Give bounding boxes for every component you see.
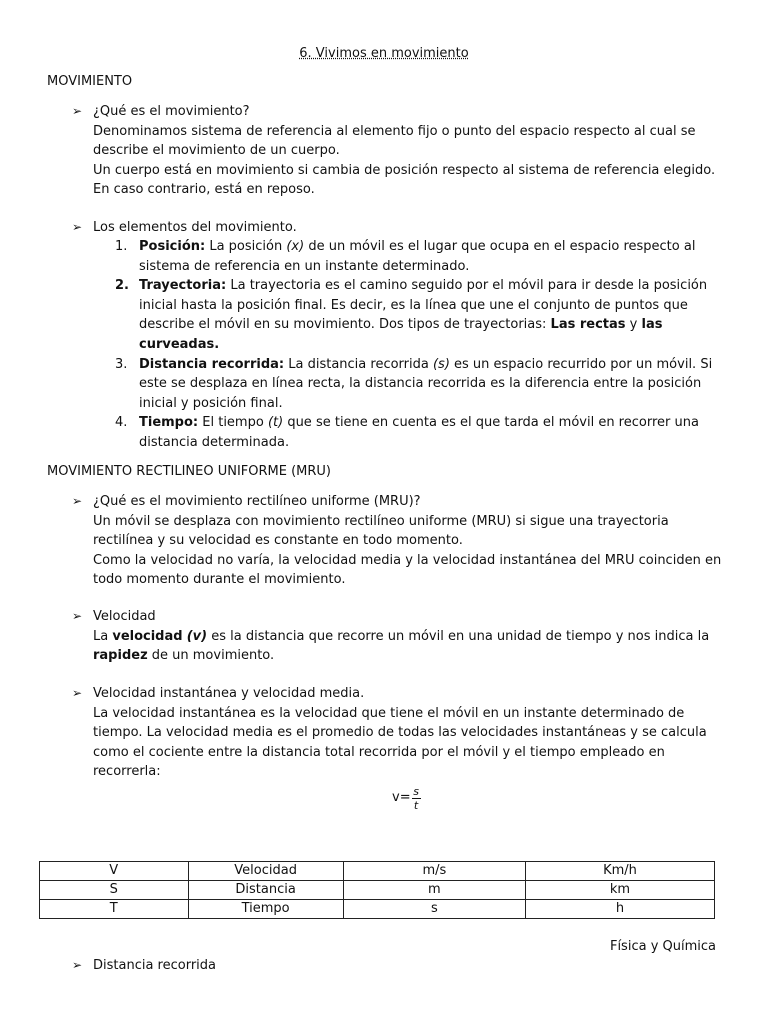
paragraph-line (72, 646, 722, 666)
page-title: 6. Vivimos en movimiento (299, 46, 469, 61)
text-line: este se desplaza en línea recta, la distancia recorrida es la diferencia entre la posición (139, 376, 702, 392)
bold-text: curveadas. (139, 336, 220, 352)
paragraph-line: Denominamos sistema de referencia al elemento fijo o punto del espacio respecto al cual se (93, 123, 696, 139)
text: es un espacio recurrido por un móvil. Si (449, 356, 713, 372)
units-table (39, 861, 715, 919)
text: La posición (205, 239, 287, 254)
section-heading-mru: MOVIMIENTO RECTILINEO UNIFORME (MRU) (47, 464, 332, 479)
text-line: inicial y posición final. (139, 395, 283, 411)
text: de un móvil es el lugar que ocupa en el espacio respecto al (304, 239, 696, 254)
table-cell: Distancia (188, 881, 343, 900)
term: Distancia recorrida: (139, 356, 285, 372)
text: La trayectoria es el camino seguido por el móvil para ir desde la posición (226, 278, 708, 294)
bullet-que-es-mru (72, 492, 722, 590)
term: Posición: (139, 239, 206, 254)
section-heading-movimiento: MOVIMIENTO (47, 74, 133, 89)
bold-text: las (641, 317, 663, 333)
symbol: (t) (267, 415, 284, 431)
list-item-trayectoria (115, 276, 715, 354)
bullet-heading: Distancia recorrida (93, 958, 217, 973)
table-cell: S (40, 881, 189, 900)
text: La (93, 628, 113, 644)
table-cell: m (343, 881, 525, 900)
paragraph-line: rectilínea y su velocidad es constante en todo momento. (93, 533, 463, 549)
symbol: (x) (286, 239, 305, 254)
text: es la distancia que recorre un móvil en una unidad de tiempo y nos indica la (207, 628, 710, 644)
text: El tiempo (198, 415, 268, 431)
table-cell: V (40, 862, 189, 881)
formula-denominator: t (413, 798, 419, 812)
table-row (40, 881, 715, 900)
table-cell: km (526, 881, 715, 900)
table-cell: Km/h (526, 862, 715, 881)
list-number: 1. (115, 239, 128, 254)
list-number: 3. (115, 356, 128, 372)
arrow-bullet-icon: ➢ (72, 958, 83, 972)
symbol: (v) (186, 628, 208, 644)
list-number: 4. (115, 415, 128, 431)
table-cell: m/s (343, 862, 525, 881)
bullet-heading: Velocidad instantánea y velocidad media. (93, 686, 365, 701)
text: y (625, 317, 642, 333)
table-cell: Tiempo (188, 900, 343, 919)
table-row (40, 862, 715, 881)
arrow-bullet-icon: ➢ (72, 220, 83, 234)
list-item-distancia (115, 355, 715, 414)
text: que se tiene en cuenta es el que tarda el móvil en recorrer una (283, 415, 699, 431)
symbol: (s) (432, 356, 450, 372)
bullet-question: Los elementos del movimiento. (93, 220, 297, 235)
text: de un movimiento. (147, 648, 275, 664)
paragraph-line (72, 627, 722, 647)
bullet-heading: Velocidad (93, 609, 156, 624)
paragraph-line: tiempo. La velocidad media es el promedio de todas las velocidades instantáneas y se calcula (93, 725, 707, 741)
paragraph-line: todo momento durante el movimiento. (93, 572, 346, 588)
text-line (139, 335, 715, 355)
bullet-question: ¿Qué es el movimiento? (93, 104, 250, 119)
paragraph-line: como el cociente entre la distancia total recorrida por el móvil y el tiempo empleado en (93, 744, 665, 760)
text-line: inicial hasta la posición final. Es decir, es la línea que une el conjunto de puntos que (139, 297, 688, 313)
formula-fraction (412, 785, 421, 812)
bullet-velocidad (72, 607, 722, 666)
text-line (139, 315, 715, 335)
arrow-bullet-icon: ➢ (72, 609, 83, 623)
text: La distancia recorrida (284, 356, 433, 372)
list-item-tiempo (115, 413, 715, 452)
bullet-velocidad-instantanea (72, 684, 722, 782)
arrow-bullet-icon: ➢ (72, 104, 83, 118)
list-item-posicion (115, 237, 715, 276)
paragraph-line: describe el movimiento de un cuerpo. (93, 143, 340, 159)
paragraph-line: En caso contrario, está en reposo. (93, 182, 315, 198)
table-row (40, 900, 715, 919)
bullet-que-es-movimiento (72, 102, 722, 200)
page-footer: Física y Química (609, 939, 716, 954)
bullet-question: ¿Qué es el movimiento rectilíneo uniforme (MRU)? (93, 494, 421, 509)
list-number: 2. (115, 278, 129, 294)
elements-list (115, 237, 715, 453)
bullet-distancia-recorrida (72, 956, 216, 976)
bullet-elementos-movimiento (72, 218, 722, 238)
formula-numerator: s (413, 784, 419, 798)
paragraph-line: Un móvil se desplaza con movimiento rectilíneo uniforme (MRU) si sigue una trayectoria (93, 513, 669, 529)
arrow-bullet-icon: ➢ (72, 686, 83, 700)
text: describe el móvil en su movimiento. Dos tipos de trayectorias: (139, 317, 551, 333)
term: Tiempo: (139, 415, 199, 431)
paragraph-line: Un cuerpo está en movimiento si cambia de posición respecto al sistema de referencia elegido. (93, 162, 716, 178)
table-cell: h (526, 900, 715, 919)
paragraph-line: Como la velocidad no varía, la velocidad media y la velocidad instantánea del MRU coinciden en (93, 552, 722, 568)
velocity-formula (392, 783, 421, 813)
text-line: sistema de referencia en un instante determinado. (139, 258, 470, 274)
text-line: distancia determinada. (139, 434, 290, 450)
paragraph-line: La velocidad instantánea es la velocidad que tiene el móvil en un instante determinado de (93, 705, 685, 721)
paragraph-line: recorrerla: (93, 764, 161, 780)
table-cell: Velocidad (188, 862, 343, 881)
bold-text: rapidez (93, 648, 148, 664)
arrow-bullet-icon: ➢ (72, 494, 83, 508)
table-cell: s (343, 900, 525, 919)
bold-text: Las rectas (550, 317, 626, 333)
formula-lhs: v= (392, 790, 411, 806)
term: Trayectoria: (139, 278, 227, 294)
table-cell: T (40, 900, 189, 919)
bold-text: velocidad (112, 628, 183, 644)
